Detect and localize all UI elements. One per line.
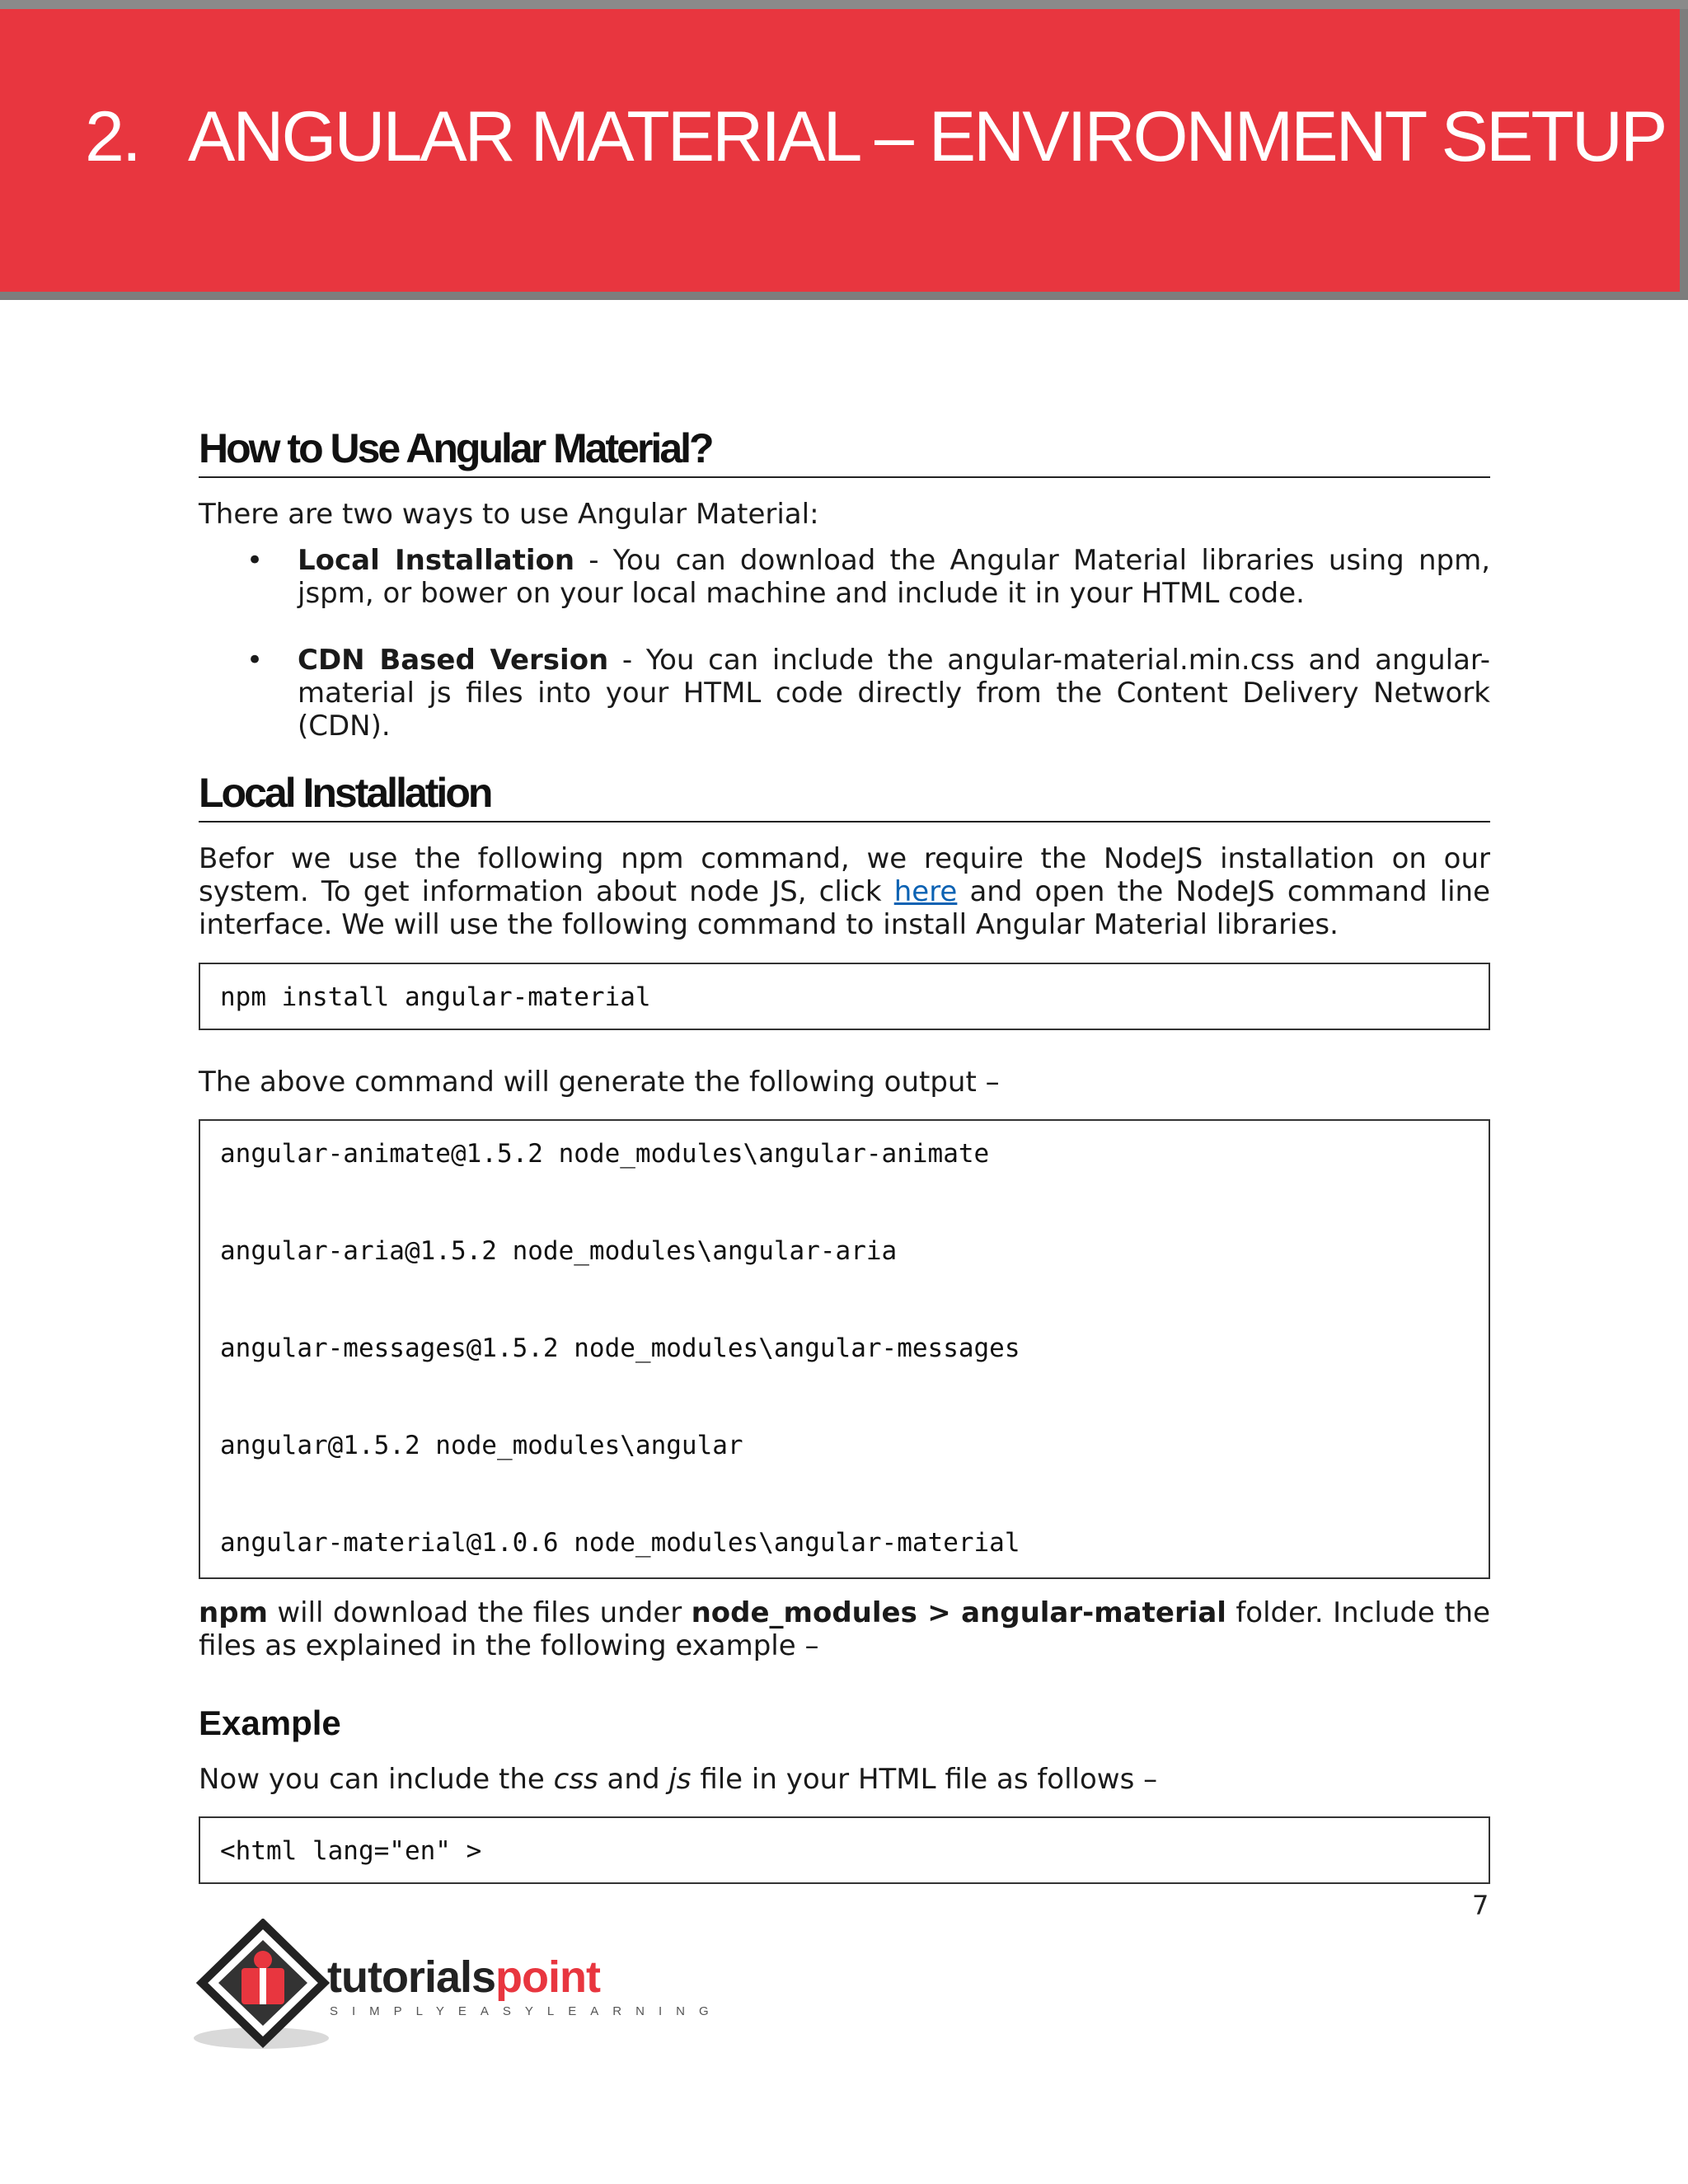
code-line: <html lang="en" > [220,1836,482,1866]
css-italic-text: css [553,1763,598,1796]
folder-path-bold-text: node_modules > angular-material [691,1596,1226,1629]
npm-download-paragraph [199,1596,1490,1662]
bullet-text: - You can download the Angular Material libraries using npm, jspm, or bower on your local machine and include it in your HTML code. [298,544,1491,610]
nodejs-paragraph-text-continued: and open the NodeJS command line interface. We will use the following command to install Angular Material libraries. [199,875,1490,941]
intro-paragraph: There are two ways to use Angular Material: [199,498,819,531]
code-line: angular@1.5.2 node_modules\angular [220,1431,743,1460]
list-item-cdn-version [199,644,1490,743]
bullet-term: CDN Based Version [298,644,609,677]
list-item-local-installation [199,544,1490,610]
page-top-border [0,0,1688,9]
logo-diamond-icon [194,1919,334,2050]
tutorialspoint-logo [194,1919,723,2050]
bullet-icon: • [246,544,264,577]
bullet-term: Local Installation [298,544,575,577]
chapter-title [85,96,1665,178]
js-italic-text: js [668,1763,692,1796]
nodejs-paragraph [199,842,1490,941]
section-heading-local-installation: Local Installation [199,768,1490,823]
example-intro-paragraph [199,1763,1490,1796]
usage-options-list [199,544,1490,776]
chapter-title-text: ANGULAR MATERIAL – ENVIRONMENT SETUP [188,97,1666,176]
npm-paragraph-text-continued: folder. Include the files as explained in the following example – [199,1596,1490,1662]
code-line: angular-animate@1.5.2 node_modules\angular-animate [220,1139,990,1169]
output-intro-paragraph: The above command will generate the following output – [199,1066,1000,1099]
logo-wordmark [327,1952,600,2003]
logo-tagline: SIMPLYEASYLEARNING [330,2004,723,2018]
example-intro-text: Now you can include the [199,1763,554,1796]
here-link[interactable]: here [893,875,958,908]
example-heading: Example [199,1704,341,1742]
example-intro-text-end: file in your HTML file as follows – [691,1763,1158,1796]
code-line: angular-material@1.0.6 node_modules\angular-material [220,1528,1020,1558]
logo-wordmark-dark: tutorials [327,1952,496,2002]
html-example-code-block [199,1816,1490,1884]
code-line: angular-aria@1.5.2 node_modules\angular-aria [220,1236,898,1266]
section-heading-how-to-use: How to Use Angular Material? [199,424,1490,478]
bullet-text: - You can include the angular-material.min.css and angular-material js files into your HTML code directly from the Content Delivery Network (CDN). [298,644,1490,743]
install-output-code-block [199,1119,1490,1579]
code-line: angular-messages@1.5.2 node_modules\angular-messages [220,1333,1020,1363]
chapter-number: 2. [85,97,139,176]
bullet-icon: • [246,644,264,677]
nodejs-paragraph-text: Befor we use the following npm command, we require the NodeJS installation on our system. To get information about node JS, click [199,842,1490,908]
npm-paragraph-text: will download the files under [267,1596,692,1629]
page-number: 7 [1472,1890,1489,1921]
install-command-code-block [199,963,1490,1030]
logo-wordmark-red: point [495,1952,600,2002]
example-intro-text-and: and [598,1763,669,1796]
code-line: npm install angular-material [220,982,651,1012]
chapter-banner [0,9,1688,300]
npm-bold-text: npm [199,1596,268,1629]
